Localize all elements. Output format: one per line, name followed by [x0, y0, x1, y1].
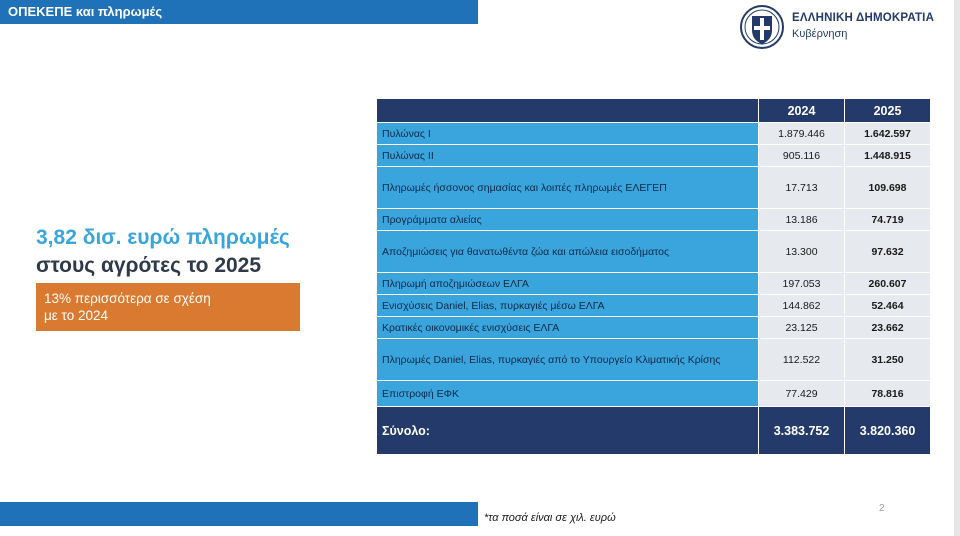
value-2025: 97.632	[845, 231, 931, 273]
value-2024: 197.053	[759, 273, 845, 295]
value-2024: 13.186	[759, 209, 845, 231]
callout-line-2: με το 2024	[44, 308, 108, 323]
header-blank	[377, 99, 759, 123]
value-2025: 52.464	[845, 295, 931, 317]
total-row	[377, 407, 931, 455]
value-2024: 144.862	[759, 295, 845, 317]
value-2025: 23.662	[845, 317, 931, 339]
row-label: Πληρωμή αποζημιώσεων ΕΛΓΑ	[377, 273, 759, 295]
value-2024: 77.429	[759, 381, 845, 407]
row-label: Κρατικές οικονομικές ενισχύσεις ΕΛΓΑ	[377, 317, 759, 339]
value-2025: 74.719	[845, 209, 931, 231]
value-2025: 78.816	[845, 381, 931, 407]
footer-bar	[0, 502, 478, 526]
row-label: Πυλώνας ΙΙ	[377, 145, 759, 167]
payments-table	[376, 98, 931, 455]
value-2024: 1.879.446	[759, 123, 845, 145]
value-2025: 260.607	[845, 273, 931, 295]
value-2025: 109.698	[845, 167, 931, 209]
table-row	[377, 339, 931, 381]
section-banner: ΟΠΕΚΕΠΕ και πληρωμές	[0, 0, 478, 24]
value-2024: 17.713	[759, 167, 845, 209]
header-2025: 2025	[845, 99, 931, 123]
row-label: Αποζημιώσεις για θανατωθέντα ζώα και απώλεια εισοδήματος	[377, 231, 759, 273]
table-row	[377, 123, 931, 145]
total-2025: 3.820.360	[845, 407, 931, 455]
table-row	[377, 295, 931, 317]
row-label: Πληρωμές Daniel, Elias, πυρκαγιές από το Υπουργείο Κλιματικής Κρίσης	[377, 339, 759, 381]
table-header-row	[377, 99, 931, 123]
row-label: Επιστροφή ΕΦΚ	[377, 381, 759, 407]
table-row	[377, 273, 931, 295]
table-row	[377, 209, 931, 231]
row-label: Πυλώνας Ι	[377, 123, 759, 145]
government-logo	[738, 4, 950, 50]
logo-subtitle: Κυβέρνηση	[792, 28, 848, 40]
increase-callout	[36, 283, 300, 331]
headline	[36, 224, 290, 280]
currency-footnote: *τα ποσά είναι σε χιλ. ευρώ	[484, 512, 616, 524]
callout-line-1: 13% περισσότερα σε σχέση	[44, 291, 211, 306]
page-number: 2	[879, 503, 885, 514]
row-label: Προγράμματα αλιείας	[377, 209, 759, 231]
value-2024: 13.300	[759, 231, 845, 273]
row-label: Πληρωμές ήσσονος σημασίας και λοιπές πληρωμές ΕΛΕΓΕΠ	[377, 167, 759, 209]
header-2024: 2024	[759, 99, 845, 123]
headline-subtitle: στους αγρότες το 2025	[36, 254, 262, 277]
total-2024: 3.383.752	[759, 407, 845, 455]
total-label: Σύνολο:	[377, 407, 759, 455]
slide-right-edge	[954, 0, 960, 536]
headline-amount: 3,82 δισ. ευρώ πληρωμές	[36, 226, 290, 249]
table-row	[377, 231, 931, 273]
value-2024: 905.116	[759, 145, 845, 167]
table-row	[377, 167, 931, 209]
row-label: Ενισχύσεις Daniel, Elias, πυρκαγιές μέσω ΕΛΓΑ	[377, 295, 759, 317]
greek-coat-of-arms-icon	[738, 4, 786, 50]
table-row	[377, 317, 931, 339]
value-2025: 1.448.915	[845, 145, 931, 167]
logo-title: ΕΛΛΗΝΙΚΗ ΔΗΜΟΚΡΑΤΙΑ	[792, 12, 935, 24]
value-2024: 23.125	[759, 317, 845, 339]
value-2025: 31.250	[845, 339, 931, 381]
value-2025: 1.642.597	[845, 123, 931, 145]
table-row	[377, 145, 931, 167]
value-2024: 112.522	[759, 339, 845, 381]
table-row	[377, 381, 931, 407]
